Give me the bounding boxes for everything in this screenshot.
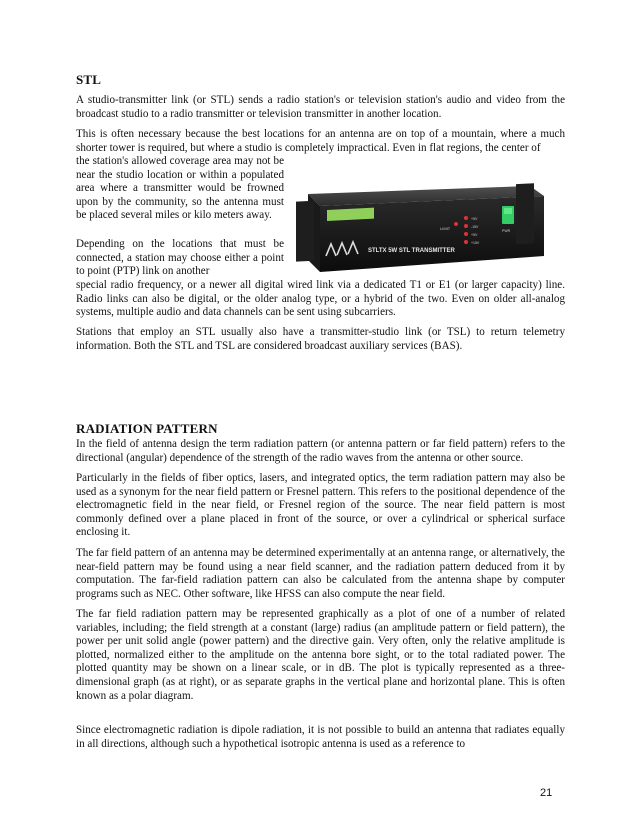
section-heading-radiation-pattern: RADIATION PATTERN (76, 421, 218, 436)
stl-paragraph-2-intro: This is often necessary because the best locations for an antenna are on top of a mountain, where a much shorter tower is required, but where a studio is completely impractical. Even in flat regions, the center of (76, 128, 565, 154)
stl-paragraph-1: A studio-transmitter link (or STL) sends a radio station's or television station's audio and video from the broadcast studio to a radio transmitter or television transmitter in another location. (76, 94, 565, 120)
stl-paragraph-3-wrapped: Depending on the locations that must be connected, a station may choose either a point to point (PTP) link on another (76, 238, 284, 278)
stl-transmitter-photo (290, 180, 548, 280)
radiation-paragraph-5: Since electromagnetic radiation is dipole radiation, it is not possible to build an antenna that radiates equally in all directions, although such a hypothetical isotropic antenna is used as a reference to (76, 724, 565, 750)
stl-transmitter-illustration (290, 180, 548, 280)
section-heading-stl: STL (76, 72, 102, 87)
switch-label: PWR (502, 229, 511, 233)
stl-paragraph-3-continued: special radio frequency, or a newer all digital wired link via a dedicated T1 or E1 (or larger capacity) line. Radio links can also be digital, or the older analog type, or a hybrid of the two. Even on older all-analog systems, multiple audio and data channels can be sent using subcarriers. (76, 279, 565, 319)
stl-paragraph-4: Stations that employ an STL usually also have a transmitter-studio link (or TSL) to return telemetry information. Both the STL and TSL are considered broadcast auxiliary services (BAS). (76, 326, 565, 352)
limit-label: LIMIT (440, 226, 451, 231)
radiation-paragraph-4: The far field radiation pattern may be represented graphically as a plot of one of a number of related variables, including; the field strength at a constant (large) radius (an amplitude pattern or field pattern), the power per unit solid angle (power pattern) and the directive gain. Very often, only the relative amplitude is plotted, normalized either to the amplitude on the antenna bore sight, or to the total radiated power. The plotted quantity may be shown on a linear scale, or in dB. The plot is typically represented as a three-dimensional graph (as at right), or as separate graphs in the vertical plane and horizontal plane. This is often known as a polar diagram. (76, 608, 565, 702)
led-label-4: +15V (471, 241, 480, 245)
radiation-paragraph-3: The far field pattern of an antenna may be determined experimentally at an antenna range, or alternatively, the near-field pattern may be found using a near field scanner, and the radiation pattern deduced from it by computation. The far-field radiation pattern can also be calculated from the antenna shape by computer programs such as NEC. Other software, like HFSS can also compute the near field. (76, 547, 565, 600)
led-label-1: +5V (471, 217, 478, 221)
page-number: 21 (540, 787, 553, 799)
led-label-3: +5V (471, 233, 478, 237)
led-label-2: -15V (471, 225, 479, 229)
stl-paragraph-2-wrapped: the station's allowed coverage area may not be near the studio location or within a populated area where a transmitter would be frowned upon by the community, so the antenna must be placed several miles or kilo meters away. (76, 155, 284, 222)
panel-label: STLTX 5W STL TRANSMITTER (368, 248, 455, 254)
radiation-paragraph-2: Particularly in the fields of fiber optics, lasers, and integrated optics, the term radiation pattern may also be used as a synonym for the near field pattern or Fresnel pattern. This refers to the positional dependence of the electromagnetic field in the near field, or Fresnel region of the source. The near field pattern is most commonly defined over a plane placed in front of the source, or over a cylindrical or spherical surface enclosing it. (76, 472, 565, 539)
radiation-paragraph-1: In the field of antenna design the term radiation pattern (or antenna pattern or far field pattern) refers to the directional (angular) dependence of the strength of the radio waves from the antenna or other source. (76, 438, 565, 464)
